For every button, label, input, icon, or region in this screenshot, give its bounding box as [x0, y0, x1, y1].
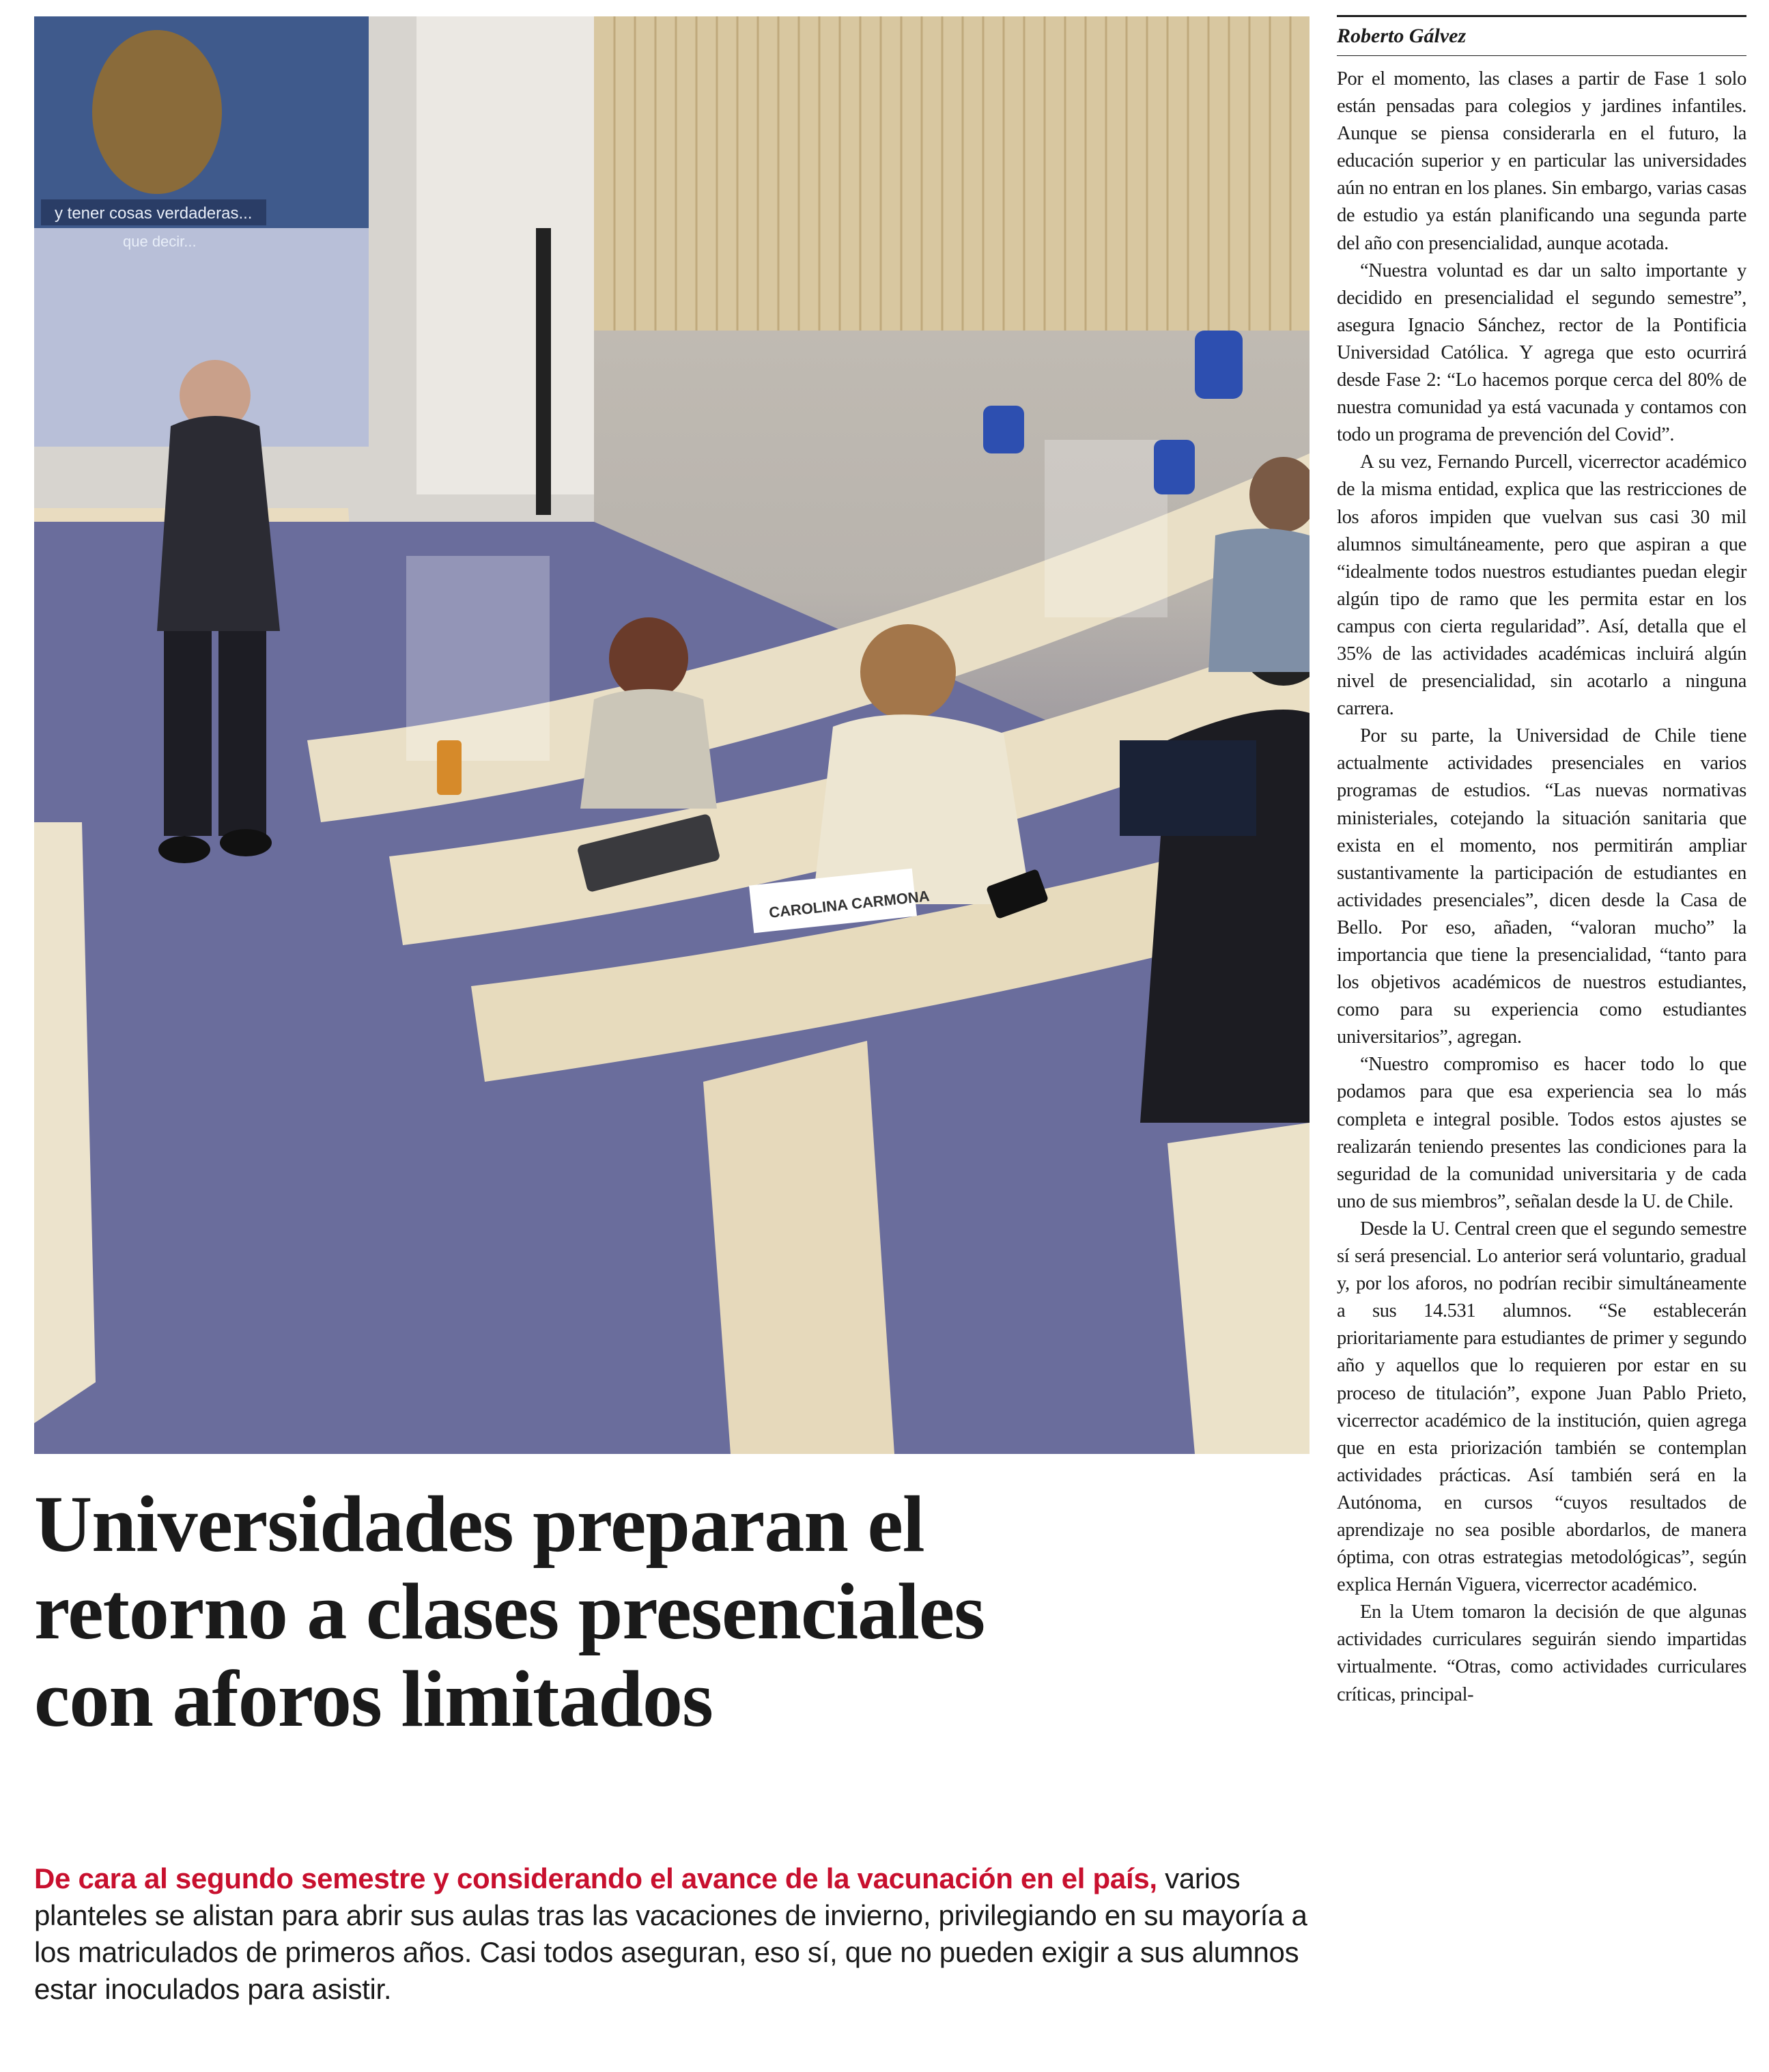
acrylic-divider — [406, 556, 550, 761]
name-tag-text: CAROLINA CARMONA — [767, 887, 931, 921]
screen-caption-2: que decir... — [123, 233, 197, 250]
body-paragraph: A su vez, Fernando Purcell, vicerrector académico de la misma entidad, explica que las restricciones de los aforos impiden que vuelvan sus casi 30 mil alumnos simultáneamente, pero que aspiran a que “idealmente todos nuestros estudiantes puedan elegir algún tipo de ramo que les permita estar en los campus con cierta regularidad”. Así, detalla que el 35% de las actividades académicas incluirá algún nivel de presencialidad, sin acotarlo a ninguna carrera. — [1337, 451, 1746, 720]
byline: Roberto Gálvez — [1337, 17, 1746, 56]
deck-lead: De cara al segundo semestre y considerando el avance de la vacunación en el país, — [34, 1862, 1157, 1894]
headline-line: con aforos limitados — [34, 1654, 713, 1744]
juice-bottle — [437, 740, 462, 795]
body-paragraph: Por el momento, las clases a partir de Fase 1 solo están pensadas para colegios y jardines infantiles. Aunque se piensa considerarla en el futuro, la educación superior y en particular las universidades aún no entran en los planes. Sin embargo, varias casas de estudio ya están planificando una segunda parte del año con presencialidad, aunque acotada. — [1337, 68, 1746, 254]
article-headline — [34, 1481, 1304, 1743]
wood-slat-wall — [594, 16, 1310, 331]
laptop-screen — [1120, 740, 1256, 836]
article-body-column — [1337, 15, 1746, 2057]
classroom-photo-illustration — [34, 16, 1310, 1454]
screen-image-face — [92, 30, 222, 194]
body-paragraph: En la Utem tomaron la decisión de que algunas actividades curriculares seguirán siendo impartidas virtualmente. “Otras, como actividades curriculares críticas, principal- — [1337, 1601, 1746, 1705]
headline-line: retorno a clases presenciales — [34, 1567, 985, 1656]
body-paragraph: Por su parte, la Universidad de Chile tiene actualmente actividades presenciales en varios programas de estudios. “Las nuevas normativas ministeriales, cotejando la situación sanitaria que exista en el momento, nos permitirán ampliar sustantivamente la participación de estudiantes en actividades presenciales”, dicen desde la Casa de Bello. Por eso, añaden, “valoran mucho” la importancia que tiene la presencialidad, “tanto para los objetivos académicos de nuestros estudiantes, como para su experiencia como estudiantes universitarios”, agregan. — [1337, 725, 1746, 1048]
body-paragraph: “Nuestro compromiso es hacer todo lo que podamos para que esa experiencia sea lo más completa e integral posible. Todos estos ajustes se realizarán teniendo presentes las condiciones para la seguridad de la comunidad universitaria y de cada uno de sus miembros”, señalan desde la U. de Chile. — [1337, 1054, 1746, 1212]
desk-side-panel — [703, 1041, 894, 1454]
body-paragraph: Desde la U. Central creen que el segundo semestre sí será presencial. Lo anterior será voluntario, gradual y, por los aforos, no podrían recibir simultáneamente a sus 14.531 alumnos. “Se establecerán prioritariamente para estudiantes de primer y segundo año y aquellos que lo requieren por estar en su proceso de titulación”, expone Juan Pablo Prieto, vicerrector académico de la institución, quien agrega que en esta priorización también se contemplan actividades prácticas. Así también será en la Autónoma, en cursos “cuyos resultados de aprendizaje no sea posible abordarlos, de manera óptima, con otras estrategias metodológicas”, según explica Hernán Viguera, vicerrector académico. — [1337, 1218, 1746, 1596]
deck-text: varios planteles se alistan para abrir sus aulas tras las vacaciones de invierno, privilegiando en su mayoría a los matriculados de primeros años. Casi todos aseguran, eso sí, que no pueden exigir a sus alumnos estar inoculados para asistir. — [34, 1862, 1307, 2005]
blue-chair — [1195, 331, 1243, 399]
article-deck — [34, 1860, 1310, 2008]
body-paragraph: “Nuestra voluntad es dar un salto importante y decidido en presencialidad el segundo semestre”, asegura Ignacio Sánchez, rector de la Pontificia Universidad Católica. Y agrega que esto ocurrirá desde Fase 2: “Lo hacemos porque cerca del 80% de nuestra comunidad ya está vacunada y contamos con todo un programa de prevención del Covid”. — [1337, 260, 1746, 446]
speaker-column — [536, 228, 551, 515]
headline-line: Universidades preparan el — [34, 1479, 924, 1569]
article-photo — [34, 16, 1310, 1454]
screen-caption-1: y tener cosas verdaderas... — [55, 204, 253, 223]
article-body — [1337, 66, 1746, 1709]
